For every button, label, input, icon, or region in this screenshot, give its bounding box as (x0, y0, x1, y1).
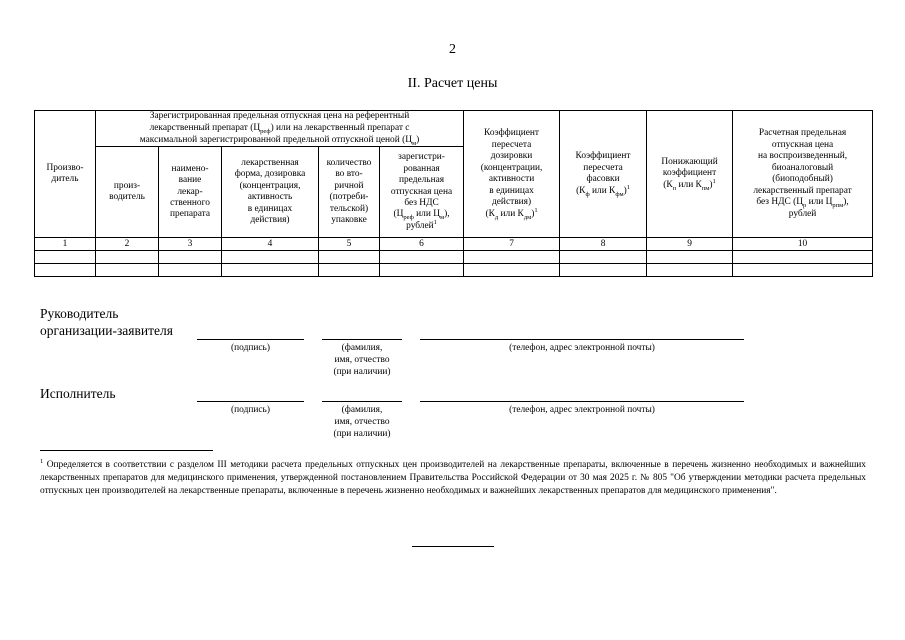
column-number: 2 (96, 238, 159, 251)
column-number: 8 (560, 238, 647, 251)
table-cell[interactable] (159, 264, 222, 277)
table-cell[interactable] (464, 251, 560, 264)
caption-name-line1: (фамилия, (341, 405, 383, 415)
column-number: 7 (464, 238, 560, 251)
table-row-empty (35, 251, 873, 264)
head-caption-signature: (подпись) (231, 343, 270, 353)
table-cell[interactable] (96, 264, 159, 277)
executor-name-line[interactable] (322, 401, 402, 402)
column-number: 10 (733, 238, 873, 251)
table-cell[interactable] (319, 264, 380, 277)
head-caption-contacts: (телефон, адрес электронной почты) (509, 343, 655, 353)
subheader-quantity: количество во вто- ричной (потреби- тельской) упаковке (319, 147, 380, 238)
table-cell[interactable] (733, 264, 873, 277)
table-cell[interactable] (380, 264, 464, 277)
column-number: 1 (35, 238, 96, 251)
subheader-drug-name: наимено- вание лекар- ственного препарата (159, 147, 222, 238)
footnote-separator (40, 450, 213, 451)
head-label-line2: организации-заявителя (40, 323, 173, 338)
table-row-empty (35, 264, 873, 277)
column-numbers-row (35, 238, 873, 251)
table-cell[interactable] (647, 264, 733, 277)
column-number: 6 (380, 238, 464, 251)
header-calculated-price: Расчетная предельная отпускная цена на воспроизведенный, биоаналоговый (биоподобный) лекарственный препарат без НДС ($Ц_р$ или $Ц_{рпм}$), рублей (733, 111, 873, 238)
table-cell[interactable] (35, 264, 96, 277)
head-contacts-line[interactable] (420, 339, 744, 340)
section-title: II. Расчет цены (407, 76, 498, 91)
subheader-registered-price: зарегистри- рованная предельная отпускная цена без НДС ($Ц_{реф}$ или $Ц_м$), рублей$^1$ (380, 147, 464, 238)
header-pack-coefficient: Коэффициент пересчета фасовки ($К_ф$ или $К_{фм})^1$ (560, 111, 647, 238)
header-reduction-coefficient: Понижающий коэффициент ($К_п$ или $К_{пм})^1$ (647, 111, 733, 238)
executor-caption-signature: (подпись) (231, 405, 270, 415)
table-cell[interactable] (733, 251, 873, 264)
caption-name-line2: имя, отчество (334, 355, 390, 366)
executor-label: Исполнитель (40, 386, 116, 401)
head-label-line1: Руководитель (40, 306, 119, 321)
head-name-line[interactable] (322, 339, 402, 340)
caption-name-line3: (при наличии) (333, 367, 391, 378)
caption-name-line3: (при наличии) (333, 429, 391, 440)
header-registered-price-group: Зарегистрированная предельная отпускная цена на референтный лекарственный препарат $(Ц_{реф})$ или на лекарственный препарат с максимальной зарегистрированной предельной отпускной ценой $(Ц_м)$ (96, 111, 464, 147)
footnote-marker: 1 (40, 457, 44, 465)
executor-caption-contacts: (телефон, адрес электронной почты) (509, 405, 655, 415)
table-cell[interactable] (464, 264, 560, 277)
table-cell[interactable] (560, 251, 647, 264)
column-number: 9 (647, 238, 733, 251)
table-cell[interactable] (96, 251, 159, 264)
page-number: 2 (449, 42, 456, 57)
header-manufacturer-col1: Произво- дитель (35, 111, 96, 238)
subheader-dosage-form: лекарственная форма, дозировка (концентрация, активность в единицах действия) (222, 147, 319, 238)
caption-name-line2: имя, отчество (334, 417, 390, 428)
column-number: 3 (159, 238, 222, 251)
table-cell[interactable] (319, 251, 380, 264)
caption-name-line1: (фамилия, (341, 343, 383, 353)
table-cell[interactable] (380, 251, 464, 264)
head-signature-line[interactable] (197, 339, 304, 340)
executor-signature-line[interactable] (197, 401, 304, 402)
table-cell[interactable] (560, 264, 647, 277)
head-caption-name (312, 342, 412, 379)
table-cell[interactable] (159, 251, 222, 264)
executor-caption-name (312, 404, 412, 441)
header-dose-coefficient: Коэффициент пересчета дозировки (концентрации, активности в единицах действия) ($К_д$ или $К_{дм})^1$ (464, 111, 560, 238)
table-cell[interactable] (222, 264, 319, 277)
column-number: 4 (222, 238, 319, 251)
footnote-text: Определяется в соответствии с разделом III методики расчета предельных отпускных цен производителей на лекарственные препараты, включенные в перечень жизненно необходимых и важнейших лекарственных препаратов для медицинского применения, утвержденной постановлением Правительства Российской Федерации от 30 мая 2025 г. № 805 "Об утверждении методики расчета предельных отпускных цен производителей на лекарственные препараты, включенные в перечень жизненно необходимых и важнейших лекарственных препаратов для медицинского применения". (40, 460, 866, 497)
subheader-manufacturer: произ- водитель (96, 147, 159, 238)
executor-contacts-line[interactable] (420, 401, 744, 402)
column-number: 5 (319, 238, 380, 251)
table-cell[interactable] (35, 251, 96, 264)
price-calculation-table (34, 110, 873, 277)
table-cell[interactable] (222, 251, 319, 264)
table-cell[interactable] (647, 251, 733, 264)
footnote (40, 459, 866, 498)
page-end-line (412, 546, 494, 547)
